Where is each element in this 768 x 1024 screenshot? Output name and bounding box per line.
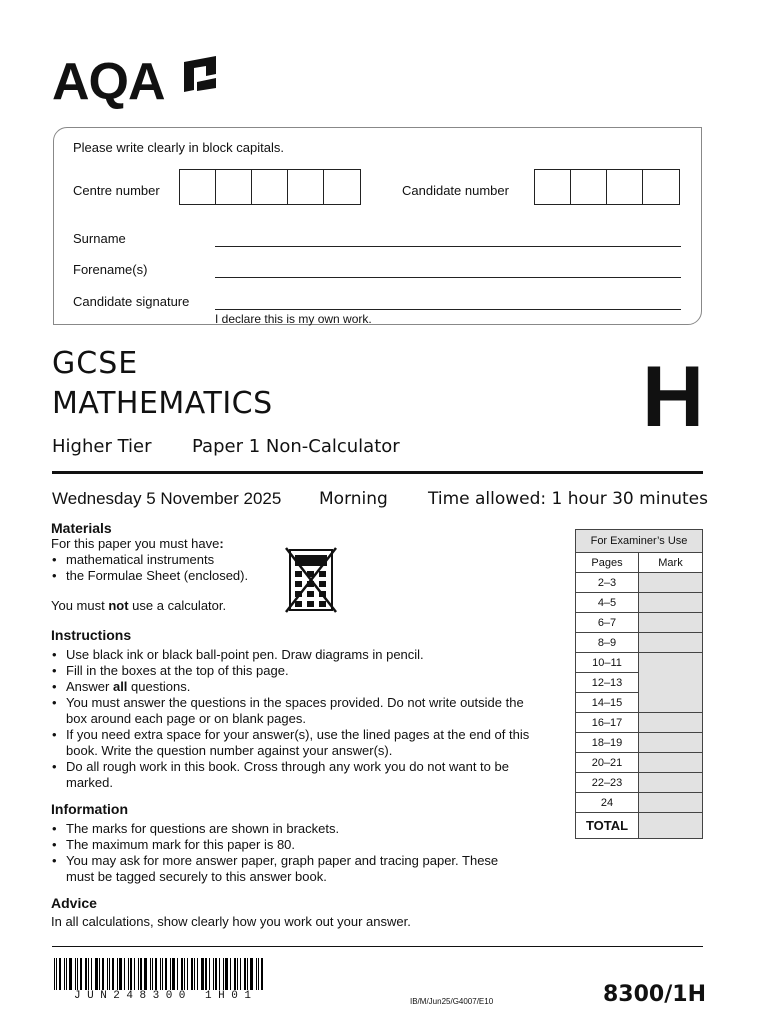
pages-cell: 18–19 (576, 733, 639, 753)
mark-cell (639, 793, 703, 813)
header-divider (52, 471, 703, 474)
mark-cell (639, 753, 703, 773)
barcode-bar (130, 958, 132, 990)
list-item: • mathematical instruments (66, 552, 311, 568)
barcode-bar (95, 958, 98, 990)
centre-digit-box[interactable] (216, 170, 252, 204)
pages-cell: 4–5 (576, 593, 639, 613)
mark-header: Mark (639, 553, 703, 573)
materials-list (51, 552, 311, 584)
mark-cell (639, 613, 703, 633)
candidate-number-label: Candidate number (402, 183, 509, 198)
total-mark-cell (639, 813, 703, 839)
barcode-bar (162, 958, 163, 990)
advice-text: In all calculations, show clearly how you work out your answer. (51, 914, 411, 929)
barcode-bar (150, 958, 151, 990)
paper-code: 8300/1H (603, 982, 706, 1007)
barcode-bar (124, 958, 125, 990)
barcode-bar (80, 958, 82, 990)
information-heading: Information (51, 801, 128, 817)
list-item: • You must answer the questions in the spaces provided. Do not write outside the box around each page or on blank pages. (66, 695, 541, 727)
exam-session: Morning (319, 489, 388, 509)
barcode-bar (88, 958, 89, 990)
subject-title: MATHEMATICS (52, 386, 273, 421)
barcode-bar (209, 958, 210, 990)
barcode-bar (119, 958, 122, 990)
barcode-bar (244, 958, 246, 990)
barcode-bar (117, 958, 118, 990)
mark-cell (639, 573, 703, 593)
surname-field[interactable] (215, 246, 681, 247)
reference-code: IB/M/Jun25/G4007/E10 (410, 997, 494, 1006)
mark-cell (639, 653, 703, 713)
pages-cell: 20–21 (576, 753, 639, 773)
barcode-bar (64, 958, 65, 990)
information-list (51, 821, 521, 885)
pages-cell: 14–15 (576, 693, 639, 713)
barcode-bar (177, 958, 178, 990)
qualification-title: GCSE (52, 346, 139, 381)
list-item: • The marks for questions are shown in brackets. (66, 821, 521, 837)
barcode-bar (85, 958, 87, 990)
barcode-bar (54, 958, 55, 990)
centre-number-boxes[interactable] (179, 169, 361, 205)
declaration-text: I declare this is my own work. (215, 312, 372, 326)
advice-heading: Advice (51, 895, 97, 911)
block-capitals-instruction: Please write clearly in block capitals. (73, 140, 284, 155)
pages-cell: 8–9 (576, 633, 639, 653)
footer-divider (52, 946, 703, 947)
mark-cell (639, 593, 703, 613)
list-item: • Answer all questions. (66, 679, 541, 695)
barcode-bar (205, 958, 207, 990)
barcode-bar (201, 958, 204, 990)
materials-heading: Materials (51, 520, 112, 536)
barcode-bar (184, 958, 185, 990)
barcode-bar (160, 958, 161, 990)
advice-section (51, 895, 531, 930)
barcode-bar (112, 958, 114, 990)
pages-cell: 12–13 (576, 673, 639, 693)
signature-field[interactable] (215, 309, 681, 310)
exam-date: Wednesday 5 November 2025 (52, 489, 282, 508)
list-item: • Use black ink or black ball-point pen. Draw diagrams in pencil. (66, 647, 541, 663)
centre-digit-box[interactable] (288, 170, 324, 204)
barcode-bar (77, 958, 78, 990)
barcode-bar (69, 958, 72, 990)
barcode-bar (144, 958, 147, 990)
examiner-title: For Examiner’s Use (576, 530, 703, 553)
barcode-bar (223, 958, 224, 990)
candidate-digit-box[interactable] (607, 170, 643, 204)
barcode-bar (230, 958, 231, 990)
barcode-bar (138, 958, 139, 990)
centre-digit-box[interactable] (180, 170, 216, 204)
candidate-number-boxes[interactable] (534, 169, 680, 205)
barcode-bar (219, 958, 220, 990)
tier-letter: H (642, 349, 705, 445)
candidate-digit-box[interactable] (643, 170, 679, 204)
pages-cell: 24 (576, 793, 639, 813)
materials-intro: For this paper you must have: (51, 536, 224, 551)
aqa-logo: AQA (52, 53, 165, 111)
pages-cell: 6–7 (576, 613, 639, 633)
barcode-bar (213, 958, 214, 990)
instructions-list (51, 647, 541, 791)
materials-section (51, 520, 311, 614)
list-item: • the Formulae Sheet (enclosed). (66, 568, 311, 584)
no-calculator-icon (284, 546, 338, 614)
forename-label: Forename(s) (73, 262, 148, 277)
information-section (51, 801, 521, 885)
no-calculator-note: You must not use a calculator. (51, 598, 227, 613)
barcode-bar (172, 958, 175, 990)
barcode-bar (128, 958, 129, 990)
barcode-bar (187, 958, 188, 990)
examiner-table (575, 529, 703, 839)
barcode-bar (66, 958, 67, 990)
pages-header: Pages (576, 553, 639, 573)
barcode (54, 958, 316, 990)
pages-cell: 10–11 (576, 653, 639, 673)
barcode-bar (102, 958, 104, 990)
pages-cell: 16–17 (576, 713, 639, 733)
aqa-flag-icon (182, 54, 218, 92)
forename-field[interactable] (215, 277, 681, 278)
barcode-bar (152, 958, 153, 990)
barcode-bar (258, 958, 259, 990)
barcode-bar (56, 958, 57, 990)
barcode-bar (109, 958, 110, 990)
barcode-bar (75, 958, 76, 990)
time-allowed: Time allowed: 1 hour 30 minutes (428, 489, 708, 509)
tier-label: Higher Tier (52, 436, 152, 457)
barcode-bar (261, 958, 263, 990)
instructions-heading: Instructions (51, 627, 132, 643)
barcode-bar (225, 958, 228, 990)
candidate-digit-box[interactable] (571, 170, 607, 204)
barcode-bar (215, 958, 217, 990)
barcode-bar (240, 958, 241, 990)
candidate-digit-box[interactable] (535, 170, 571, 204)
barcode-bar (155, 958, 157, 990)
barcode-bar (170, 958, 171, 990)
barcode-bar (234, 958, 236, 990)
mark-cell (639, 773, 703, 793)
barcode-bar (99, 958, 100, 990)
barcode-bar (191, 958, 193, 990)
barcode-bar (237, 958, 238, 990)
barcode-bar (134, 958, 135, 990)
barcode-bar (140, 958, 142, 990)
surname-label: Surname (73, 231, 126, 246)
list-item: • Fill in the boxes at the top of this page. (66, 663, 541, 679)
list-item: • If you need extra space for your answer(s), use the lined pages at the end of this book. Write the question number against your answer(s). (66, 727, 541, 759)
paper-label: Paper 1 Non-Calculator (192, 436, 400, 457)
barcode-bar (256, 958, 257, 990)
instructions-section (51, 627, 541, 791)
signature-label: Candidate signature (73, 294, 190, 309)
barcode-bar (250, 958, 253, 990)
centre-number-label: Centre number (73, 183, 160, 198)
barcode-bar (181, 958, 183, 990)
centre-digit-box[interactable] (252, 170, 288, 204)
barcode-bar (194, 958, 195, 990)
barcode-bar (165, 958, 167, 990)
barcode-bar (59, 958, 61, 990)
pages-cell: 22–23 (576, 773, 639, 793)
barcode-bar (91, 958, 92, 990)
total-label: TOTAL (576, 813, 639, 839)
barcode-bar (247, 958, 248, 990)
barcode-bar (107, 958, 108, 990)
mark-cell (639, 713, 703, 733)
list-item: • Do all rough work in this book. Cross through any work you do not want to be marked. (66, 759, 541, 791)
mark-cell (639, 733, 703, 753)
list-item: • The maximum mark for this paper is 80. (66, 837, 521, 853)
barcode-bar (197, 958, 198, 990)
list-item: • You may ask for more answer paper, graph paper and tracing paper. These must be tagged securely to this answer book. (66, 853, 521, 885)
pages-cell: 2–3 (576, 573, 639, 593)
barcode-text: JUN248300 1H01 (74, 990, 258, 1002)
centre-digit-box[interactable] (324, 170, 360, 204)
mark-cell (639, 633, 703, 653)
